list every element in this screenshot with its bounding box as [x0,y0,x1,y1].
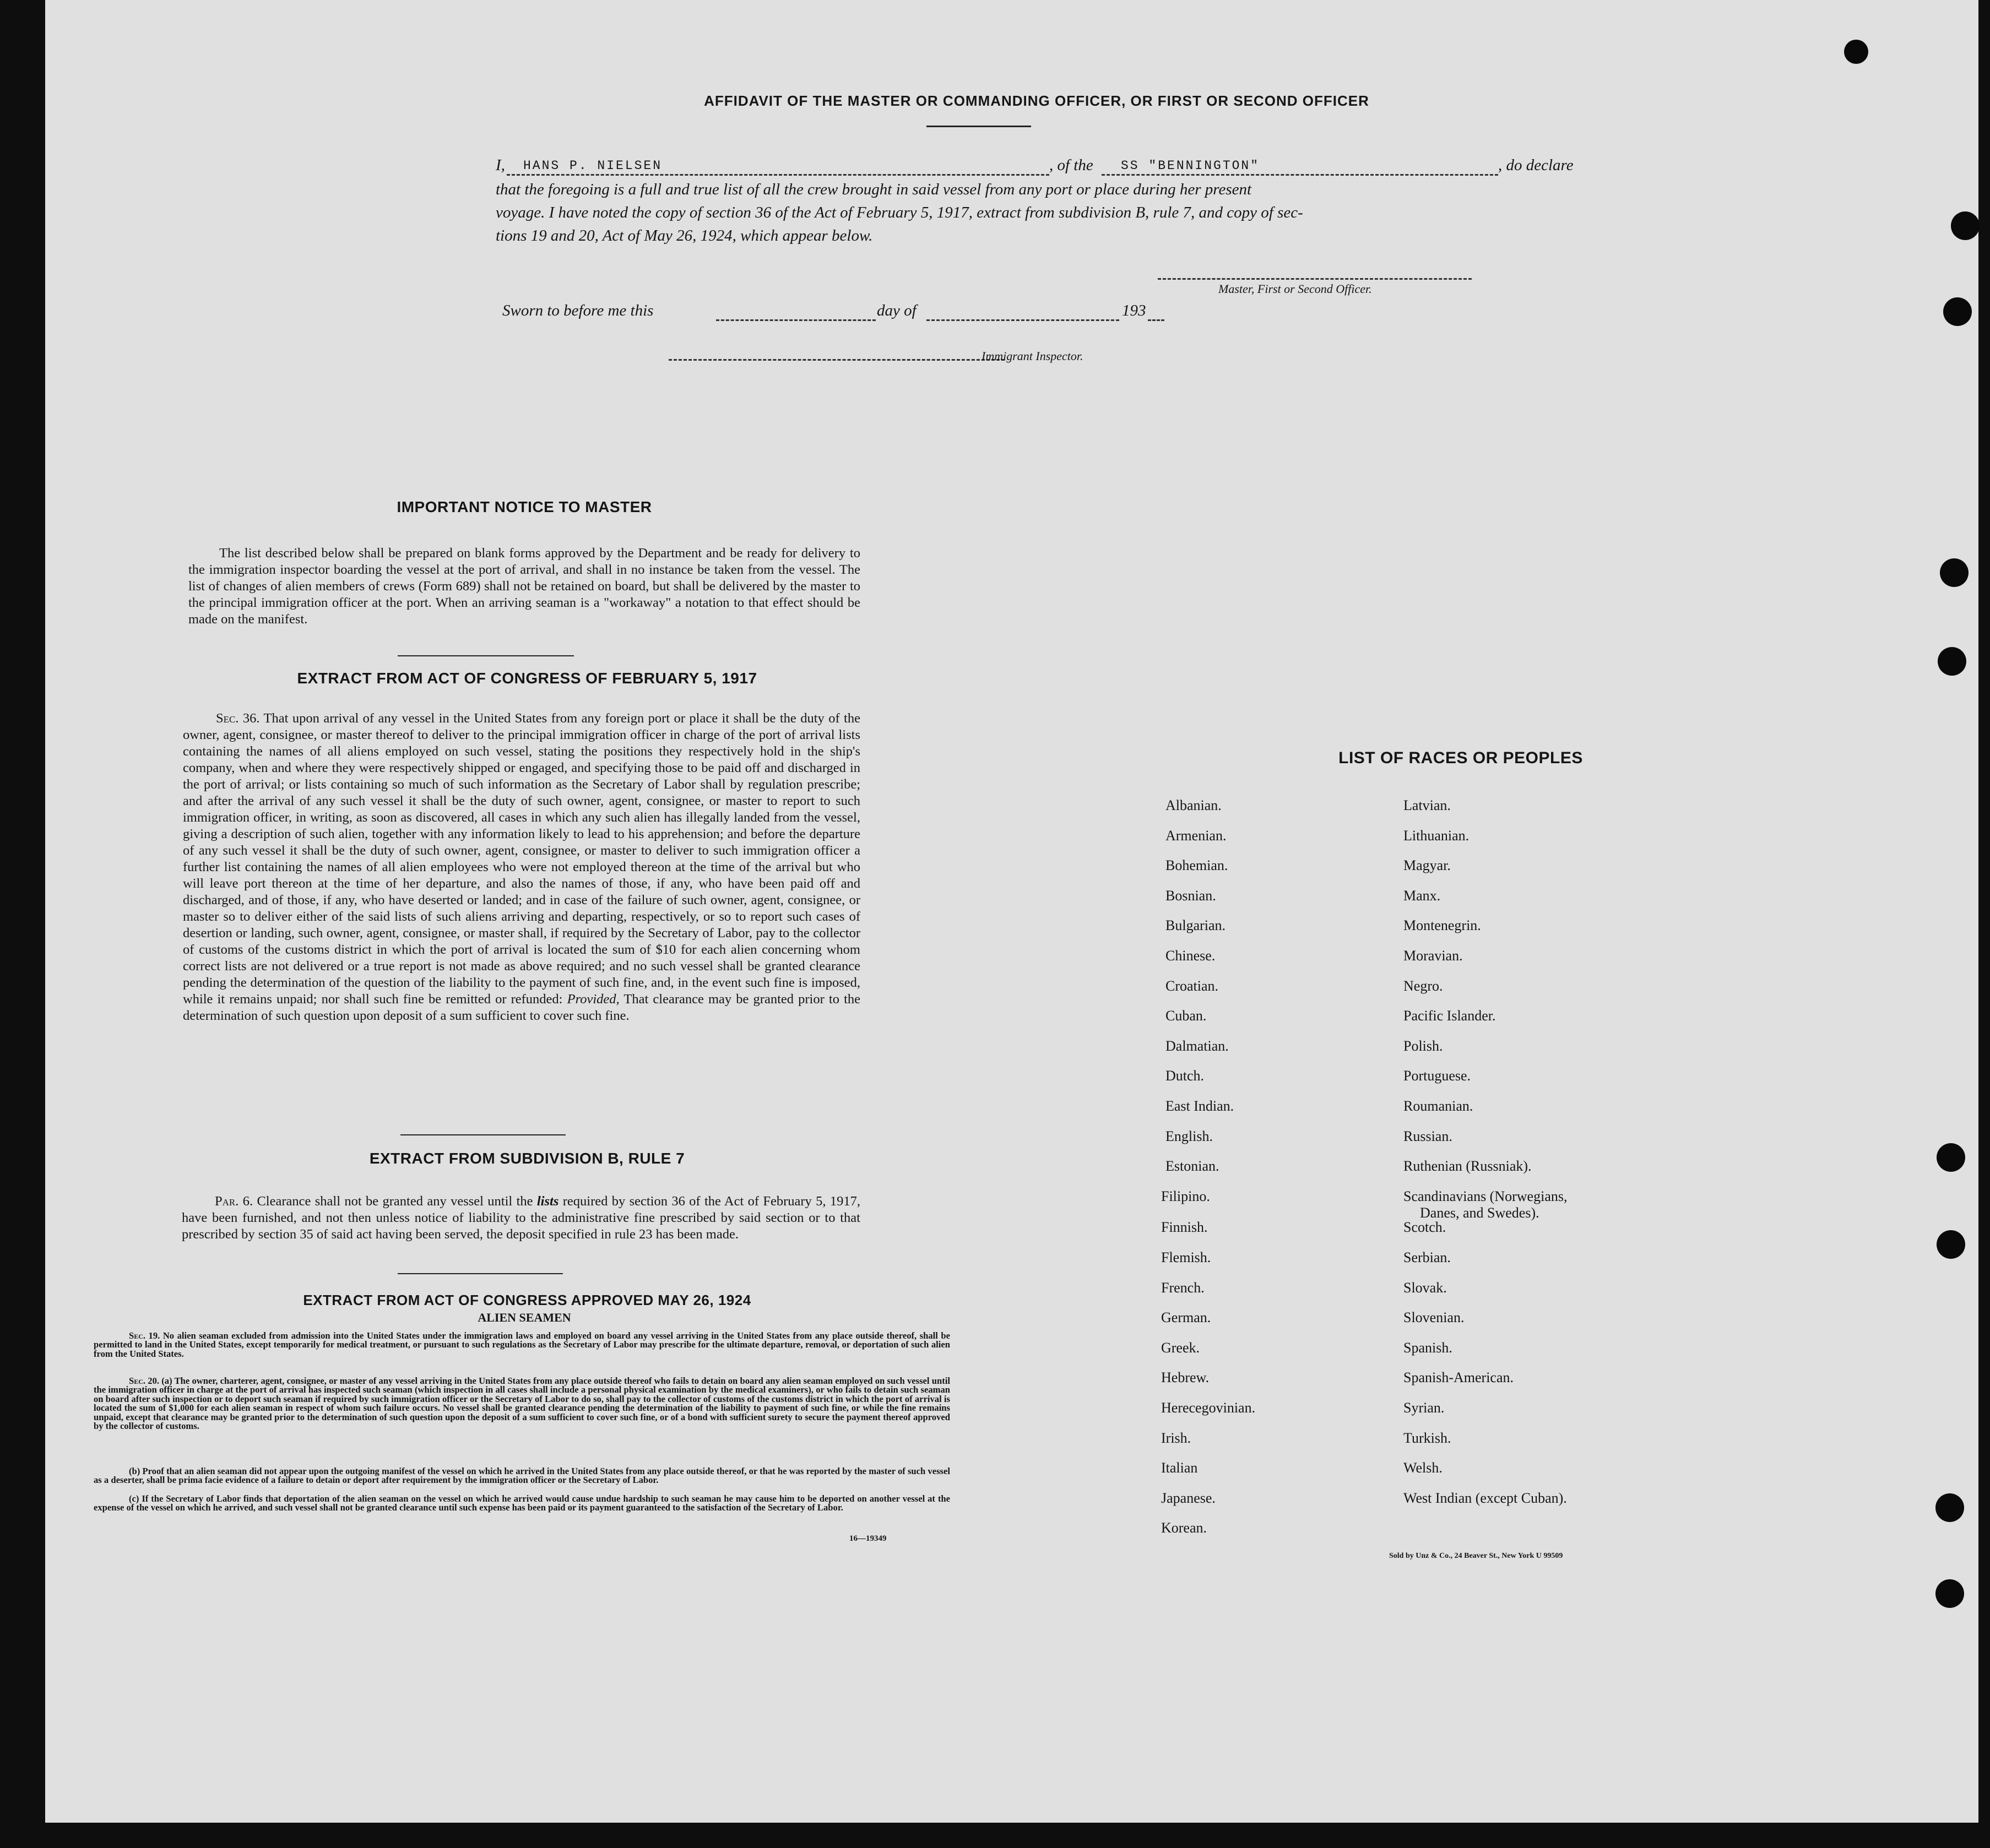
sworn-prefix: Sworn to before me this [502,302,654,319]
affidavit-line-3: voyage. I have noted the copy of section 36 of the Act of February 5, 1917, extract from subdivision B, rule 7, and copy of sec- [496,204,1303,221]
inspector-line [669,359,1005,361]
race-item: Slovak. [1403,1279,1447,1296]
title-rule [926,126,1031,127]
race-item: Manx. [1403,887,1441,904]
name-blank [507,174,1049,176]
sec19-body: No alien seaman excluded from admission into the United States under the immigration laws and employed on board any vessel arriving in the United States from any place outside thereof, shall be permitted to land in the United States, except temporarily for medical treatment, or pursuant to such regulations as the Secretary of Labor may prescribe for the ultimate departure, removal, or deportation of such alien from the United States. [94,1330,950,1359]
race-item: Bulgarian. [1165,917,1226,934]
rule7-text-b: required by section 36 of the Act of February 5, 1917, have been furnished, and not then unless notice of liability to the administrative fine prescribed by said section or to that prescribed by section 35 of said act having been served, the deposit specified in rule 23 has been made. [182,1194,861,1242]
sec20a-text [94,1377,950,1431]
race-item: East Indian. [1165,1098,1234,1114]
sworn-month-blank [926,319,1119,321]
sec20a-body: (a) The owner, charterer, agent, consignee, or master of any vessel arriving in the United States from any place outside thereof who fails to detain on board any alien seaman employed on such vessel until the immigration officer in charge at the port of arrival has inspected such seaman (which inspection in all cases shall include a personal physical examination by the medical examiners), or who fails to detain such seaman on board after such inspection or to deport such seaman if required by such immigration officer or the Secretary of Labor to do so, shall pay to the collector of customs of the customs district in which the port of arrival is located the sum of $1,000 for each alien seaman in respect of whom such failure occurs. No vessel shall be granted clearance pending the determination of the liability to payment of such fine, or while the fine remains unpaid, except that clearance may be granted prior to the determination of such question upon the deposit of a sum sufficient to cover such fine, or of a bond with sufficient surety to secure the payment thereof approved by the collector of customs. [94,1376,950,1432]
sworn-day-blank [716,319,876,321]
race-item: Albanian. [1165,797,1222,813]
provided-word: Provided, [567,992,620,1007]
race-item: Armenian. [1165,827,1227,844]
sec20c-text: (c) If the Secretary of Labor finds that deportation of the alien seaman on the vessel on which he arrived would cause undue hardship to such seaman he may cause him to be deported on another vessel at the expense of the vessel on which he arrived, and such vessel shall not be granted clearance until such expense has been paid or its payment guaranteed to the satisfaction of the Secretary of Labor. [94,1493,950,1513]
race-item: Hebrew. [1161,1369,1210,1386]
punch-hole [1943,297,1972,326]
race-item: Flemish. [1161,1249,1211,1265]
rule7-rule [398,1273,563,1274]
race-item: Montenegrin. [1403,917,1481,934]
affidavit-line-2: that the foregoing is a full and true list of all the crew brought in said vessel from any port or place during her present [496,181,1252,198]
race-item: Dutch. [1165,1068,1205,1084]
race-item: English. [1165,1128,1213,1144]
punch-hole [1935,1493,1964,1522]
affidavit-title: AFFIDAVIT OF THE MASTER OR COMMANDING OFFICER, OR FIRST OR SECOND OFFICER [704,93,1369,109]
race-item: Chinese. [1165,948,1216,964]
race-item: Welsh. [1403,1460,1443,1476]
vessel-name: SS "BENNINGTON" [1121,159,1260,173]
race-item: Syrian. [1403,1400,1445,1416]
race-item: Roumanian. [1403,1098,1473,1114]
punch-hole [1951,211,1980,240]
master-name: HANS P. NIELSEN [523,159,663,173]
punch-hole [1935,1579,1964,1608]
race-item: Scandinavians (Norwegians, [1403,1188,1568,1204]
race-item: Ruthenian (Russniak). [1403,1158,1532,1175]
sec20b-text: (b) Proof that an alien seaman did not appear upon the outgoing manifest of the vessel on which he arrived in the United States from any place outside thereof, or that he was reported by the master of such vessel as a deserter, shall be prima facie evidence of a failure to detain or deport after requirement by the immigration officer or the Secretary of Labor. [94,1466,950,1486]
sec19-text [94,1331,950,1358]
race-item: Spanish. [1403,1339,1452,1356]
signature-line [1158,278,1472,280]
sec20-label: Sec. 20. [129,1376,160,1386]
sworn-year-blank [1148,319,1164,321]
line1-prefix: I, [496,156,505,174]
race-item: Lithuanian. [1403,827,1470,844]
race-item: Moravian. [1403,948,1463,964]
race-item: Negro. [1403,977,1443,994]
affidavit-line-4: tions 19 and 20, Act of May 26, 1924, which appear below. [496,227,873,244]
race-item: Spanish-American. [1403,1369,1514,1386]
race-item: Russian. [1403,1128,1452,1144]
race-item: German. [1161,1309,1211,1326]
notice-title: IMPORTANT NOTICE TO MASTER [397,498,652,515]
race-item: Estonian. [1165,1158,1219,1175]
race-item: Italian [1161,1460,1198,1476]
extract-1917-text [183,710,860,1024]
extract-1924-title: EXTRACT FROM ACT OF CONGRESS APPROVED MAY 26, 1924 [303,1292,751,1308]
extract-1924-subtitle: ALIEN SEAMEN [478,1311,571,1324]
extract-1917-rule [400,1134,566,1135]
punch-hole [1937,1143,1965,1172]
rule7-text-a: Clearance shall not be granted any vessel until the [257,1194,533,1209]
vessel-blank [1102,174,1498,176]
race-item: Turkish. [1403,1430,1451,1446]
punch-hole [1940,558,1969,587]
race-item: Polish. [1403,1037,1443,1054]
race-item: Scotch. [1403,1219,1446,1236]
race-item: Irish. [1161,1430,1191,1446]
race-item: Herecegovinian. [1161,1400,1256,1416]
inspector-caption: Immigrant Inspector. [982,349,1083,363]
rule7-text [182,1193,860,1243]
race-item: Japanese. [1161,1490,1216,1506]
race-item: Danes, and Swedes). [1420,1204,1539,1221]
sworn-year: 193 [1122,302,1146,319]
race-item: Dalmatian. [1165,1037,1229,1054]
extract-1917-title: EXTRACT FROM ACT OF CONGRESS OF FEBRUARY 5, 1917 [297,670,757,687]
race-item: Portuguese. [1403,1068,1471,1084]
sworn-day-label: day of [877,302,917,319]
line1-suffix: , do declare [1498,156,1574,174]
par6-label: Par. 6. [215,1194,253,1209]
race-item: Croatian. [1165,977,1219,994]
race-item: Bohemian. [1165,857,1228,874]
sec36-body: That upon arrival of any vessel in the United States from any foreign port or place it shall be the duty of the owner, agent, consignee, or master thereof to deliver to the principal immigration officer in charge of the port of arrival lists containing the names of all aliens employed on such vessel, stating the positions they respectively hold in the ship's company, when and where they were respectively shipped or engaged, and specifying those to be paid off and discharged in the port of arrival; or lists containing so much of such information as the Secretary of Labor shall by regulation prescribe; and after the arrival of any such vessel it shall be the duty of such owner, agent, consignee, or master to report to such immigration officer, in writing, as soon as discovered, all cases in which any such alien has illegally landed from the vessel, giving a description of such alien, together with any information likely to lead to his apprehension; and before the departure of any such vessel it shall be the duty of such owner, agent, consignee, or master to deliver to such immigration officer a further list containing the names of all alien employees who were not employed thereon at the time of the arrival but who will leave port thereon at the time of her departure, and also the names of those, if any, who have been paid off and discharged, and of those, if any, who have deserted or landed; and in case of the failure of such owner, agent, consignee, or master so to deliver either of the said lists of such aliens arriving and departing, respectively, or so to report such cases of desertion or landing, such owner, agent, consignee, or master shall, if required by the Secretary of Labor, pay to the collector of customs of the customs district in which the port of arrival is located the sum of $10 for each alien concerning whom correct lists are not delivered or a true report is not made as above required; and no such vessel shall be granted clearance pending the determination of the question of the liability to the payment of such fine, and, in the event such fine is imposed, while it remains unpaid; nor shall such fine be remitted or refunded: [183,711,860,1007]
punch-hole [1938,647,1966,676]
line1-mid: , of the [1049,156,1093,174]
race-item: Filipino. [1161,1188,1210,1204]
form-number: 16—19349 [849,1534,887,1543]
document-sheet [45,0,1978,1823]
notice-rule [398,655,574,656]
race-item: West Indian (except Cuban). [1403,1490,1567,1506]
race-item: Korean. [1161,1520,1207,1536]
race-item: Slovenian. [1403,1309,1465,1326]
race-item: Finnish. [1161,1219,1208,1236]
race-item: Pacific Islander. [1403,1008,1496,1024]
lists-word: lists [536,1194,559,1209]
race-item: Greek. [1161,1339,1200,1356]
race-item: Serbian. [1403,1249,1451,1265]
race-item: Latvian. [1403,797,1451,813]
race-item: Magyar. [1403,857,1451,874]
sec36-label: Sec. 36. [216,711,260,726]
sec19-label: Sec. 19. [129,1330,160,1341]
race-item: Bosnian. [1165,887,1216,904]
notice-text: The list described below shall be prepared on blank forms approved by the Department and be ready for delivery to the immigration inspector boarding the vessel at the port of arrival, and shall in no instance be taken from the vessel. The list of changes of alien members of crews (Form 689) shall not be retained on board, but shall be delivered by the master to the principal immigration officer at the port. When an arriving seaman is a "workaway" a notation to that effect should be made on the manifest. [188,546,860,627]
publisher-footer: Sold by Unz & Co., 24 Beaver St., New York U 99509 [1389,1552,1563,1560]
race-item: Cuban. [1165,1008,1207,1024]
sec36-end: That clearance may be granted prior to the determination of such question upon deposit of a sum sufficient to cover such fine. [183,992,861,1023]
signature-caption: Master, First or Second Officer. [1218,282,1372,296]
punch-hole [1937,1230,1965,1259]
rule7-title: EXTRACT FROM SUBDIVISION B, RULE 7 [369,1150,685,1167]
race-item: French. [1161,1279,1205,1296]
punch-hole [1844,40,1868,64]
races-title: LIST OF RACES OR PEOPLES [1338,749,1583,767]
